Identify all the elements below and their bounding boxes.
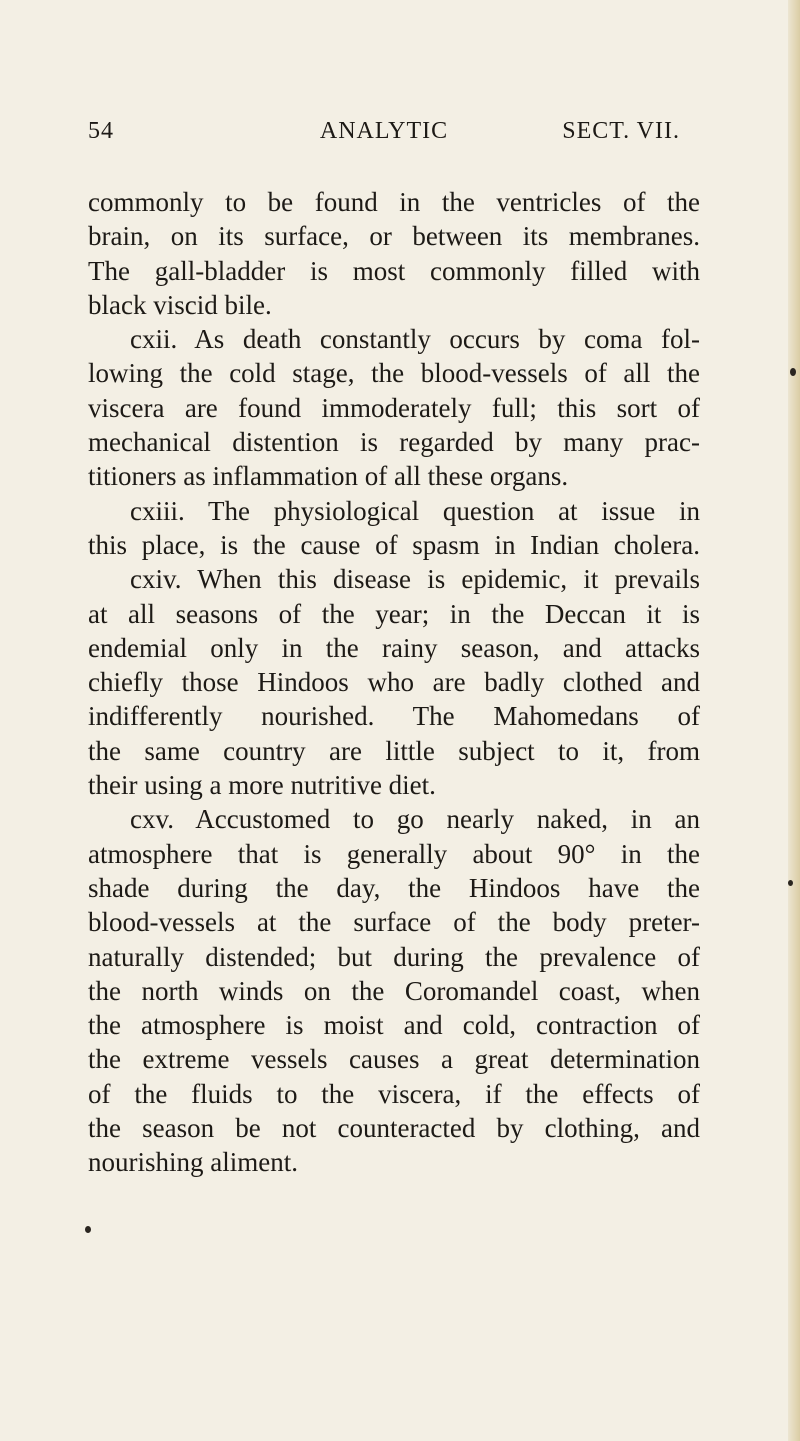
text-line: their using a more nutritive diet. (88, 770, 436, 801)
text-line: naturally distended; but during the prevalence of (88, 941, 700, 972)
text-line: titioners as inflammation of all these organs. (88, 461, 569, 492)
text-line: The gall-bladder is most commonly filled with (88, 255, 700, 286)
text-line: commonly to be found in the ventricles of the (88, 187, 700, 217)
page-body (88, 185, 700, 1180)
text-line: viscera are found immoderately full; this sort of (88, 392, 700, 423)
text-line: indifferently nourished. The Mahomedans of (88, 701, 700, 732)
text-line: nourishing aliment. (88, 1147, 298, 1178)
text-line: at all seasons of the year; in the Deccan it is (88, 598, 700, 629)
section-label: SECT. VII. (562, 118, 680, 144)
text-line: of the fluids to the viscera, if the effects of (88, 1078, 700, 1109)
running-header (88, 118, 680, 148)
text-line: shade during the day, the Hindoos have the (88, 872, 700, 903)
text-line: lowing the cold stage, the blood-vessels of all the (88, 358, 700, 389)
text-line: chiefly those Hindoos who are badly clothed and (88, 667, 700, 698)
text-line: the season be not counteracted by clothing, and (88, 1113, 700, 1144)
ink-speck (85, 1226, 91, 1233)
text-line: the north winds on the Coromandel coast, when (88, 975, 700, 1006)
text-line: cxiv. When this disease is epidemic, it prevails (130, 564, 700, 595)
text-line: the extreme vessels causes a great determination (88, 1044, 700, 1075)
text-line: blood-vessels at the surface of the body preter- (88, 907, 700, 938)
ink-speck (788, 880, 793, 886)
text-line: mechanical distention is regarded by many prac- (88, 427, 700, 458)
text-line: this place, is the cause of spasm in Indian cholera. (88, 529, 700, 560)
text-line: cxii. As death constantly occurs by coma fol- (130, 324, 700, 355)
text-line: endemial only in the rainy season, and attacks (88, 632, 700, 663)
page-number: 54 (88, 118, 114, 144)
ink-speck (790, 368, 796, 376)
page-edge (788, 0, 800, 1441)
text-line: cxiii. The physiological question at issue in (130, 495, 700, 526)
text-line: brain, on its surface, or between its membranes. (88, 221, 700, 252)
text-line: cxv. Accustomed to go nearly naked, in an (130, 804, 700, 835)
text-line: black viscid bile. (88, 289, 272, 320)
running-title: ANALYTIC (319, 118, 449, 144)
text-line: the atmosphere is moist and cold, contraction of (88, 1010, 700, 1041)
text-line: atmosphere that is generally about 90° in the (88, 838, 700, 869)
text-line: the same country are little subject to it, from (88, 735, 700, 766)
